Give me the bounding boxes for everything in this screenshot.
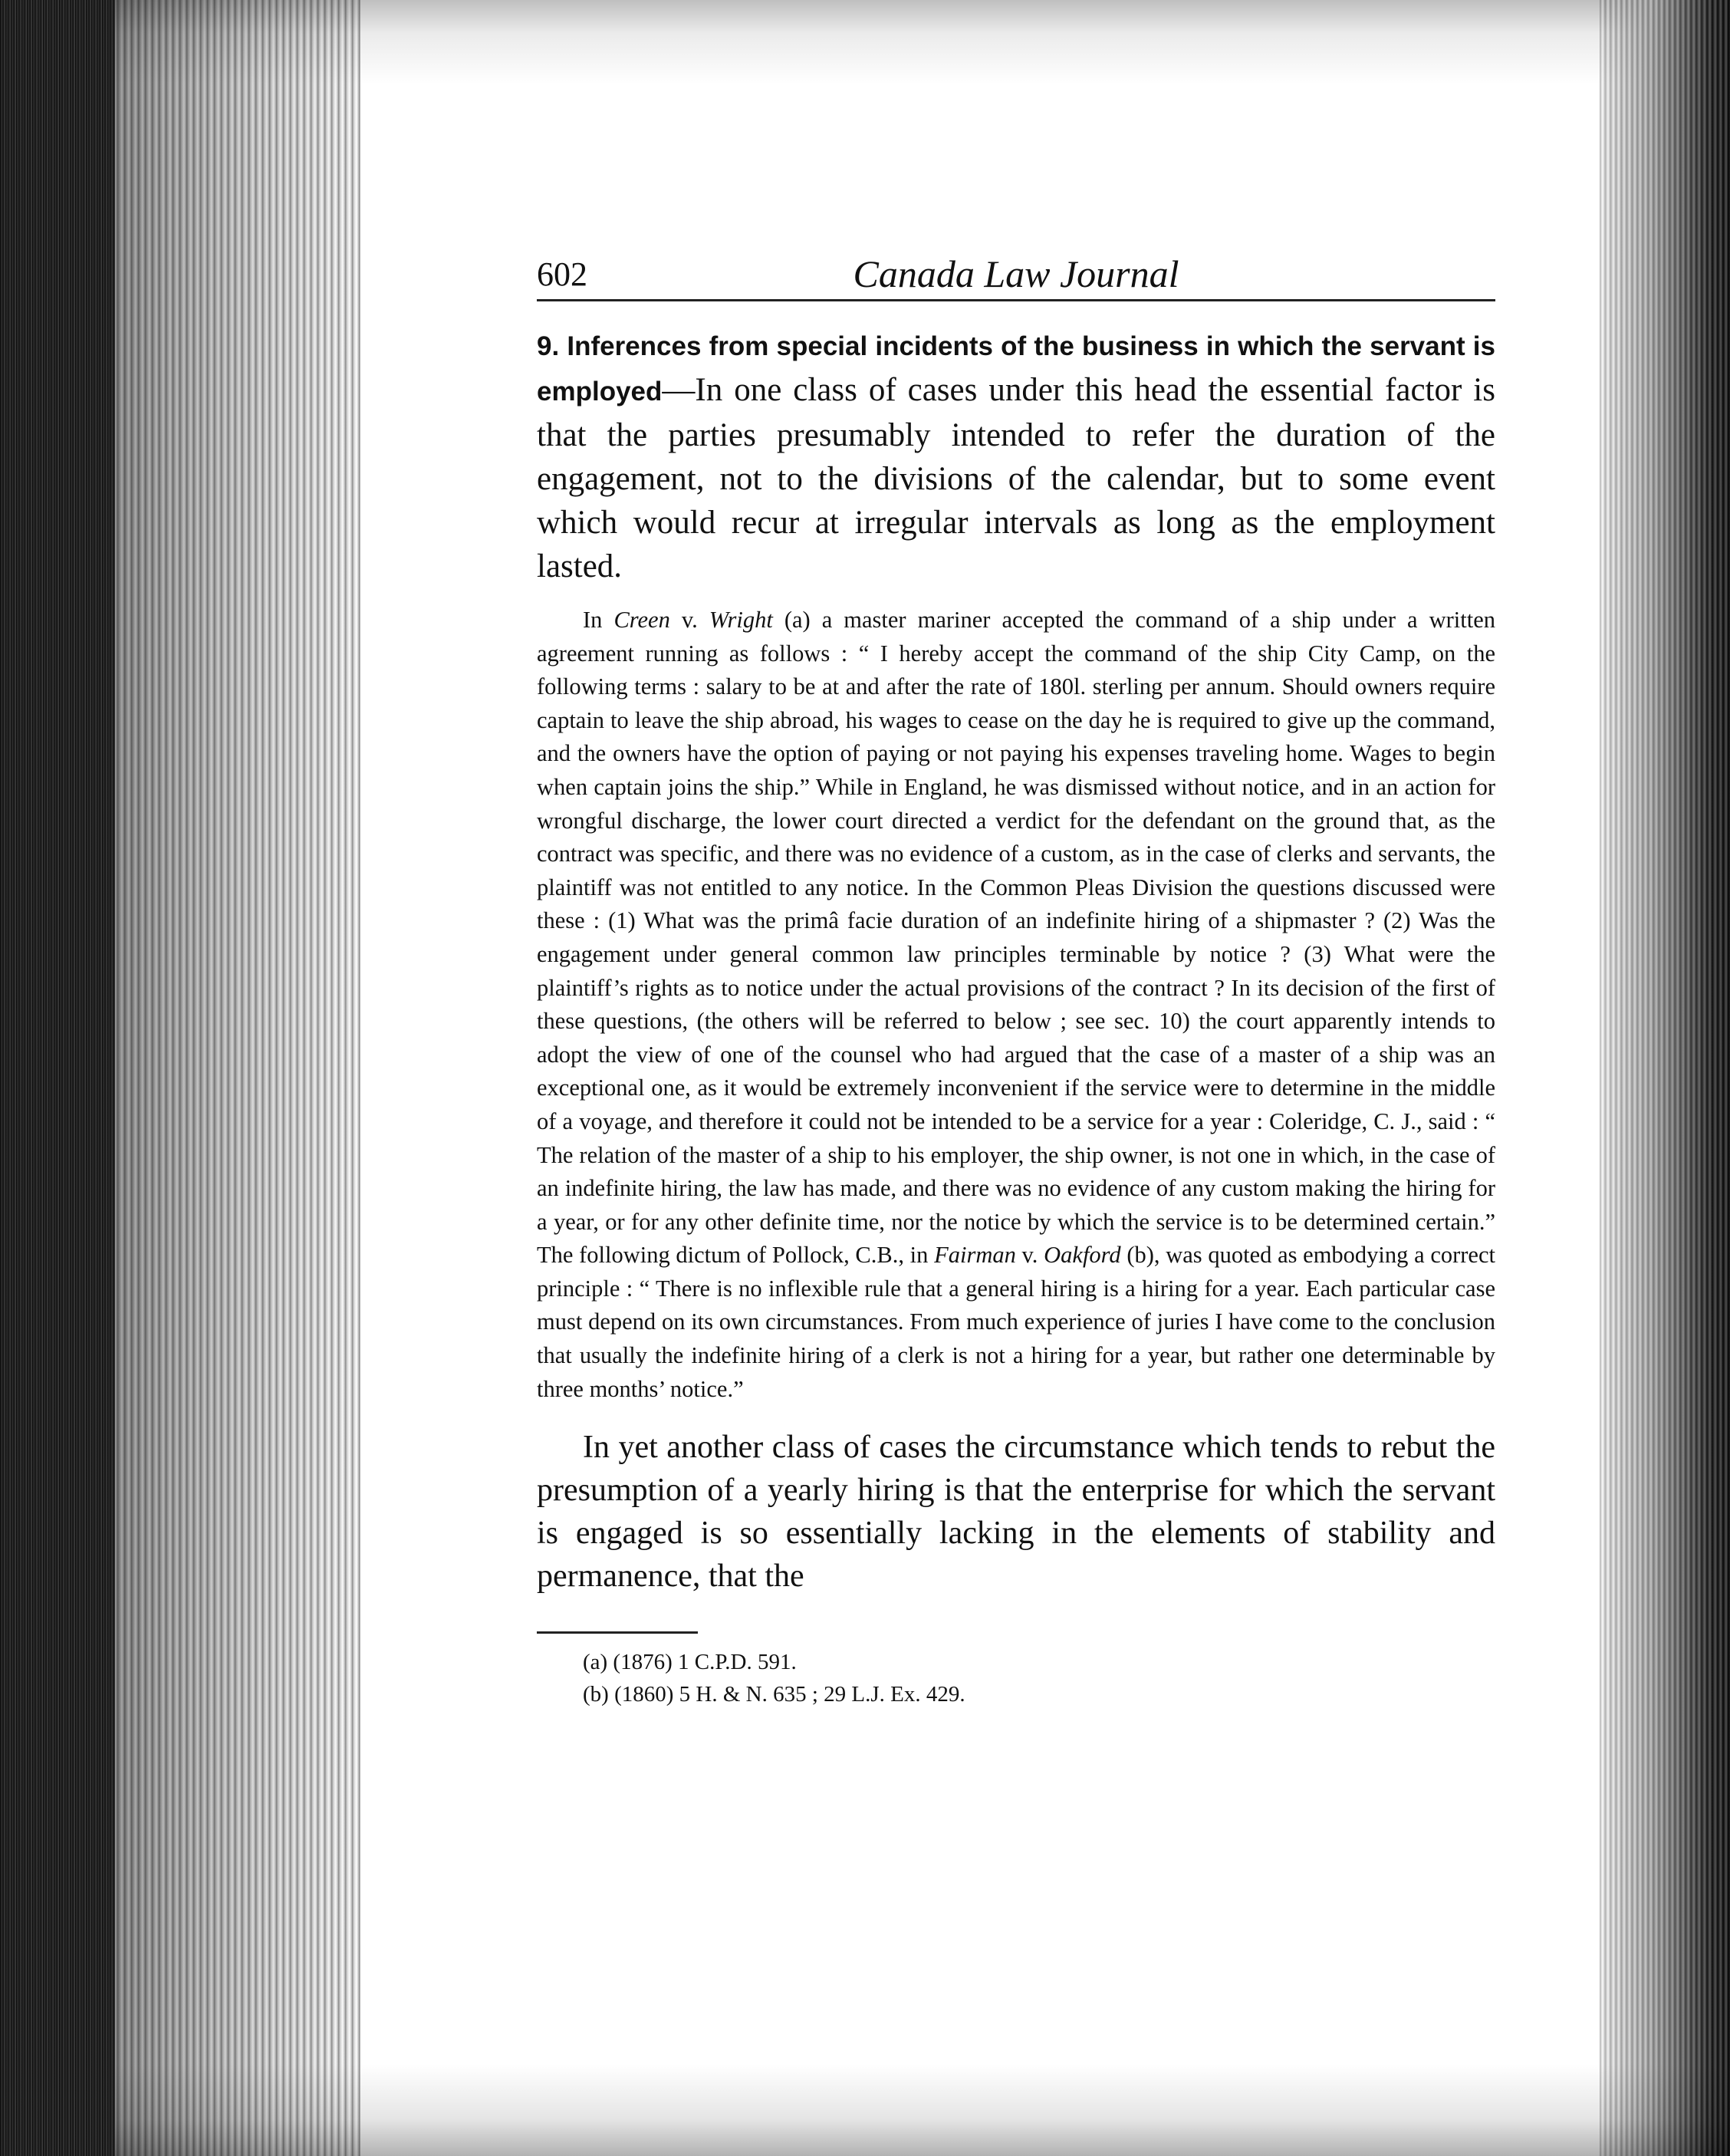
scan-top-edge <box>115 0 1730 84</box>
footnotes <box>537 1646 1495 1710</box>
case-name-creen: Creen <box>613 607 670 633</box>
footnote-a: (a) (1876) 1 C.P.D. 591. <box>583 1650 797 1675</box>
case-name-wright: Wright <box>709 607 773 633</box>
case-name-oakford: Oakford <box>1044 1242 1121 1269</box>
journal-page <box>537 245 1495 1710</box>
page-number: 602 <box>537 255 587 293</box>
section-lead-text: —In one class of cases under this head the essential factor is that the parties presumably intended to refer the duration of the engagement, not to the divisions of the calendar, but to some event which would recur at irregular intervals as long as the employment lasted. <box>537 372 1495 584</box>
section-heading-paragraph <box>537 323 1495 588</box>
case-discussion-paragraph: In Creen v. Wright (a) a master mariner accepted the command of a ship under a written agreement running as follows : “ I hereby accept the command of the ship City Camp, on the following terms : salary to be at and after the rate of 180l. sterling per annum. Should owners require captain to leave the ship abroad, his wages to cease on the day he is required to give up the command, and the owners have the option of paying or not paying his expenses traveling home. Wages to begin when captain joins the ship.” While in England, he was dismissed without notice, and in an action for wrongful discharge, the lower court directed a verdict for the defendant on the ground that, as the contract was specific, and there was no evidence of a custom, as in the case of clerks and servants, the plaintiff was not entitled to any notice. In the Common Pleas Division the questions discussed were these : (1) What was the primâ facie duration of an indefinite hiring of a shipmaster ? (2) Was the engagement under general common law principles terminable by notice ? (3) What were the plaintiff’s rights as to notice under the actual provisions of the contract ? In its decision of the first of these questions, (the others will be referred to below ; see sec. 10) the court apparently intends to adopt the view of one of the counsel who had argued that the case of a master of a ship was an exceptional one, as it would be extremely inconvenient if the service were to determine in the middle of a voyage, and therefore it could not be intended to be a service for a year : Coleridge, C. J., said : “ The relation of the master of a ship to his employer, the ship owner, is not one in which, in the case of an indefinite hiring, the law has made, and there was no evidence of any custom making the hiring for a year, or for any other definite time, nor the notice by which the service is to be determined certain.” The following dictum of Pollock, C.B., in Fairman v. Oakford (b), was quoted as embodying a correct principle : “ There is no inflexible rule that a general hiring is a hiring for a year. Each particular case must depend on its own circumstances. From much experience of juries I have come to the conclusion that usually the indefinite hiring of a clerk is not a hiring for a year, but rather one determinable by three months’ notice.” <box>537 607 1495 1402</box>
footnote-b: (b) (1860) 5 H. & N. 635 ; 29 L.J. Ex. 429. <box>583 1682 965 1707</box>
scan-bottom-edge <box>115 2064 1730 2156</box>
case-body-1: a master mariner accepted the command of a ship under a written agreement running as follows : “ I hereby accept the command of the ship City Camp, on the following terms : salary to be at and after the rate of 180l. sterling per annum. Should owners require captain to leave the ship abroad, his wages to cease on the day he is required to give up the command, and the owners have the option of paying or not paying his expenses traveling home. Wages to begin when captain joins the ship.” While in England, he was dismissed without notice, and in an action for wrongful discharge, the lower court directed a verdict for the defendant on the ground that, as the contract was specific, and there was no evidence of a custom, as in the case of clerks and servants, the plaintiff was not entitled to any notice. In the Common Pleas Division the questions discussed were these : (1) What was the primâ facie duration of an indefinite hiring of a shipmaster ? (2) Was the engagement under general common law principles terminable by notice ? (3) What were the plaintiff’s rights as to notice under the actual provisions of the contract ? In its decision of the first of these questions, (the others will be referred to below ; see sec. 10) the court apparently intends to adopt the view of one of the counsel who had argued that the case of a master of a ship was an exceptional one, as it would be extremely inconvenient if the service were to determine in the middle of a voyage, and therefore it could not be intended to be a service for a year : Coleridge, C. J., said : “ The relation of the master of a ship to his employer, the ship owner, is not one in which, in the case of an indefinite hiring, the law has made, and there was no evidence of any custom making the hiring for a year, or for any other definite time, nor the notice by which the service is to be determined certain.” The following dictum of Pollock, C.B., in <box>537 607 1495 1269</box>
page-header <box>537 245 1495 301</box>
section-heading: 9. Inferences from special incidents of the business in which the servant is employed <box>537 331 1495 407</box>
footnote-ref-a: (a) <box>772 607 811 633</box>
closing-paragraph: In yet another class of cases the circumstance which tends to rebut the presumption of a yearly hiring is that the enterprise for which the servant is engaged is so essentially lacking in the elements of stability and permanence, that the <box>537 1430 1495 1595</box>
scan-right-edge <box>1600 0 1730 2156</box>
book-spine-shadow <box>0 0 115 2156</box>
case-name-fairman: Fairman <box>934 1242 1016 1269</box>
footnote-divider <box>537 1631 698 1634</box>
journal-title: Canada Law Journal <box>853 252 1179 295</box>
footnote-ref-b: (b) <box>1120 1242 1154 1269</box>
case-body-2: , was quoted as embodying a correct principle : “ There is no inflexible rule that a general hiring is a hiring for a year. Each particular case must depend on its own circumstances. From much experience of juries I have come to the conclusion that usually the indefinite hiring of a clerk is not a hiring for a year, but rather one determinable by three months’ notice.” <box>537 1242 1495 1402</box>
